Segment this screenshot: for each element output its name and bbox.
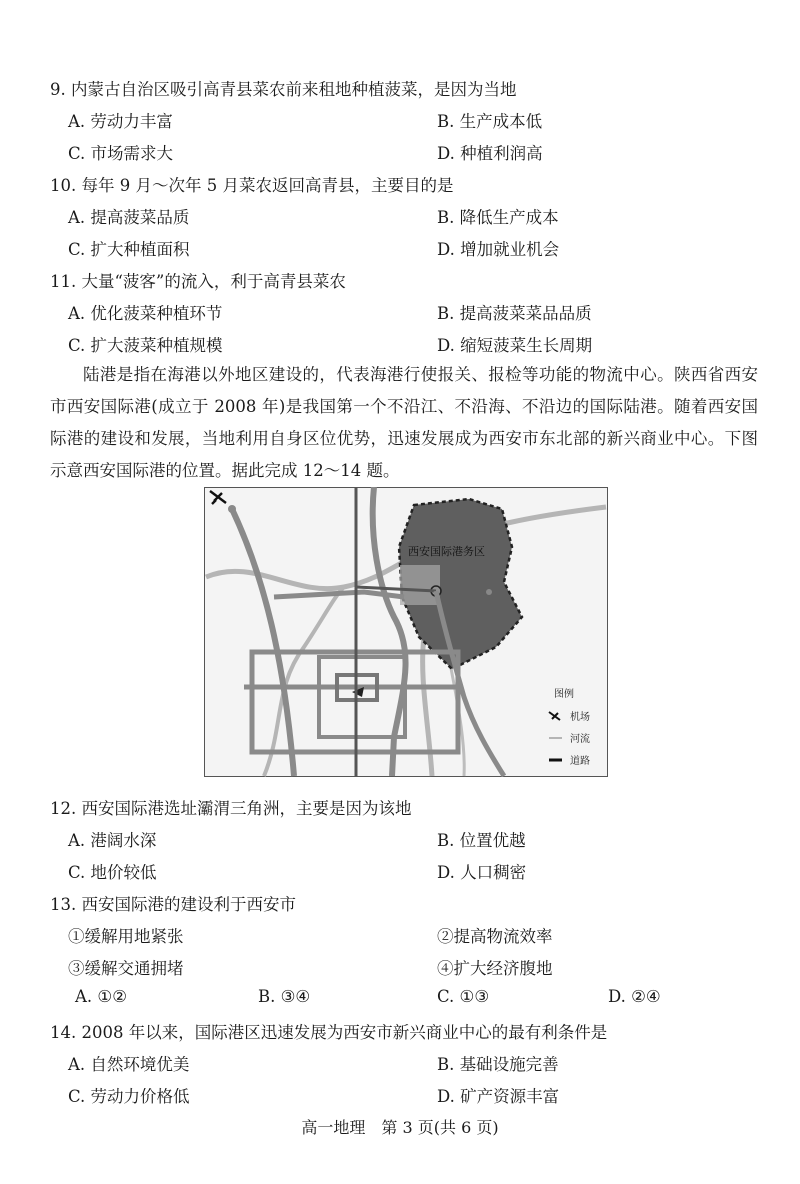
q10-option-b: B. 降低生产成本 [437,208,559,227]
q14-option-b: B. 基础设施完善 [437,1055,559,1074]
passage-text: 陆港是指在海港以外地区建设的，代表海港行使报关、报检等功能的物流中心。陕西省西安市西安国际港(成立于 2008 年)是我国第一个不沿江、不沿海、不沿边的国际陆港。随着西安国际港的建设和发展，当地利用自身区位优势，迅速发展成为西安市东北部的新兴商业中心。下图示意西安国际港的位置。据此完成 12～14 题。 [50,365,758,480]
q10-option-c: C. 扩大种植面积 [68,240,190,259]
q10-option-d: D. 增加就业机会 [437,240,560,259]
q11-option-d: D. 缩短菠菜生长周期 [437,336,593,355]
q14-option-c: C. 劳动力价格低 [68,1087,190,1106]
q13-statement-4: ④扩大经济腹地 [437,959,553,978]
legend-river: 河流 [570,734,590,745]
port-point [486,589,492,595]
reading-passage [50,359,758,487]
legend-title: 图例 [554,689,574,700]
q13-option-b: B. ③④ [258,987,311,1006]
question-10-stem: 10. 每年 9 月～次年 5 月菜农返回高青县，主要目的是 [50,176,454,195]
map-figure [204,487,608,777]
q9-option-d: D. 种植利润高 [437,144,543,163]
q9-option-c: C. 市场需求大 [68,144,174,163]
q13-option-c: C. ①③ [437,987,490,1006]
q11-option-b: B. 提高菠菜菜品品质 [437,304,592,323]
q13-statement-1: ①缓解用地紧张 [68,927,184,946]
q13-option-a: A. ①② [75,987,127,1006]
legend-road: 道路 [570,756,590,767]
q12-option-d: D. 人口稠密 [437,863,527,882]
page-footer: 高一地理 第 3 页(共 6 页) [301,1118,499,1137]
q12-option-c: C. 地价较低 [68,863,157,882]
question-11-stem: 11. 大量“菠客”的流入，利于高青县菜农 [50,272,346,291]
q11-option-a: A. 优化菠菜种植环节 [68,304,223,323]
q14-option-d: D. 矿产资源丰富 [437,1087,560,1106]
question-9-stem: 9. 内蒙古自治区吸引高青县菜农前来租地种植菠菜，是因为当地 [50,80,517,99]
q11-option-c: C. 扩大菠菜种植规模 [68,336,223,355]
question-12-stem: 12. 西安国际港选址灞渭三角洲，主要是因为该地 [50,799,412,818]
port-zone-inner [400,565,440,605]
xian-port-map [204,487,608,777]
airport-dot [228,505,236,513]
q12-option-b: B. 位置优越 [437,831,526,850]
q10-option-a: A. 提高菠菜品质 [68,208,190,227]
q14-option-a: A. 自然环境优美 [68,1055,190,1074]
port-zone-label: 西安国际港务区 [408,545,485,558]
q9-option-b: B. 生产成本低 [437,112,543,131]
q12-option-a: A. 港阔水深 [68,831,157,850]
question-13-stem: 13. 西安国际港的建设利于西安市 [50,895,296,914]
legend-airport: 机场 [570,712,590,723]
q13-statement-3: ③缓解交通拥堵 [68,959,184,978]
q13-statement-2: ②提高物流效率 [437,927,553,946]
q13-option-d: D. ②④ [608,987,661,1006]
question-14-stem: 14. 2008 年以来，国际港区迅速发展为西安市新兴商业中心的最有利条件是 [50,1023,608,1042]
q9-option-a: A. 劳动力丰富 [68,112,173,131]
